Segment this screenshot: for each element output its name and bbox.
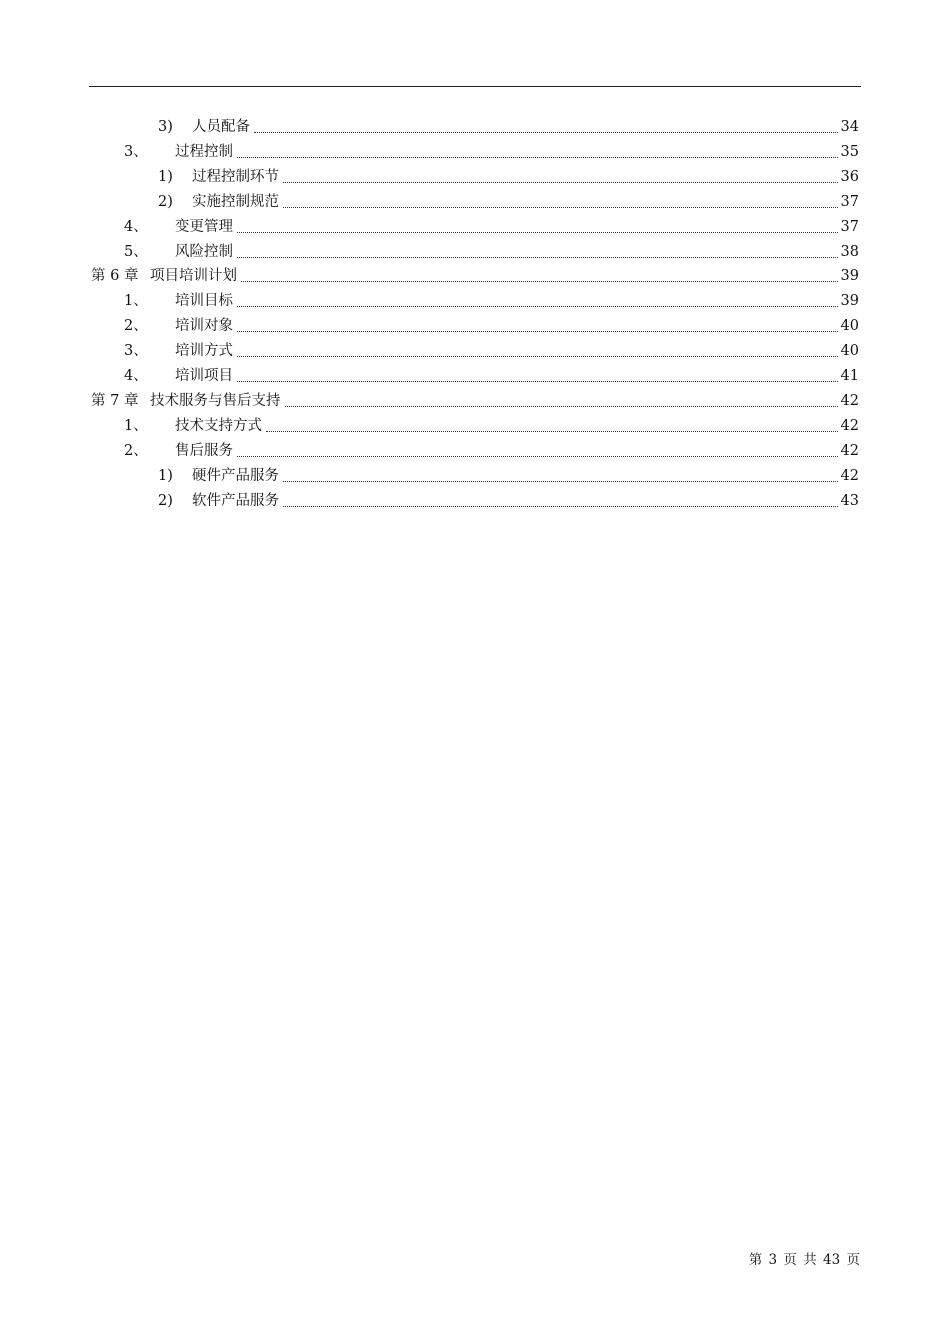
header-rule	[89, 86, 861, 87]
toc-entry[interactable]	[124, 240, 859, 265]
toc-entry-number: 3、	[124, 143, 148, 160]
toc-entry-title[interactable]: 硬件产品服务	[192, 467, 279, 484]
toc-entry-number: 5、	[124, 243, 148, 260]
toc-entry[interactable]	[124, 140, 859, 165]
toc-entry-title[interactable]: 变更管理	[175, 218, 233, 235]
toc-entry[interactable]	[91, 389, 859, 414]
toc-entry-page-number[interactable]: 38	[840, 243, 859, 260]
toc-entry-page-number[interactable]: 39	[840, 268, 859, 285]
toc-entry[interactable]	[158, 190, 859, 215]
toc-entry-page-number[interactable]: 40	[840, 343, 859, 360]
toc-entry-number: 1)	[158, 467, 173, 484]
toc-entry-page-number[interactable]: 35	[840, 143, 859, 160]
toc-entry[interactable]	[124, 364, 859, 389]
toc-dot-leader	[266, 430, 838, 432]
toc-entry-page-number[interactable]: 42	[840, 392, 859, 409]
toc-entry[interactable]	[124, 339, 859, 364]
toc-entry-title[interactable]: 人员配备	[192, 119, 250, 135]
toc-entry-title[interactable]: 风险控制	[175, 243, 233, 260]
toc-entry[interactable]	[124, 289, 859, 314]
toc-entry[interactable]	[158, 464, 859, 489]
toc-entry-number: 1、	[124, 417, 148, 434]
toc-entry-number: 2)	[158, 492, 173, 509]
toc-dot-leader	[237, 355, 838, 357]
toc-entry-title[interactable]: 培训对象	[175, 318, 233, 335]
toc-entry-title[interactable]: 软件产品服务	[192, 492, 279, 509]
toc-entry-page-number[interactable]: 42	[840, 417, 859, 434]
toc-entry-title[interactable]: 培训方式	[175, 343, 233, 360]
toc-entry-page-number[interactable]: 37	[840, 193, 859, 210]
toc-entry[interactable]	[91, 264, 859, 289]
toc-entry-title[interactable]: 过程控制	[175, 143, 233, 160]
toc-entry-number: 4、	[124, 218, 148, 235]
toc-entry-page-number[interactable]: 43	[840, 492, 859, 509]
toc-entry-number: 第 6 章	[91, 268, 139, 285]
toc-entry-page-number[interactable]: 37	[840, 218, 859, 235]
toc-entry-title[interactable]: 技术支持方式	[175, 417, 262, 434]
toc-entry-title[interactable]: 技术服务与售后支持	[150, 392, 281, 409]
toc-dot-leader	[254, 131, 838, 133]
toc-entry-number: 2、	[124, 442, 148, 459]
toc-dot-leader	[285, 405, 838, 407]
toc-entry-title[interactable]: 过程控制环节	[192, 168, 279, 185]
toc-entry-page-number[interactable]: 39	[840, 293, 859, 310]
toc-entry-number: 第 7 章	[91, 392, 139, 409]
toc-entry-title[interactable]: 售后服务	[175, 442, 233, 459]
toc-entry-title[interactable]: 培训目标	[175, 293, 233, 310]
toc-entry-number: 2)	[158, 193, 173, 210]
toc-entry-number: 1)	[158, 168, 173, 185]
toc-dot-leader	[237, 231, 838, 233]
toc-entry-page-number[interactable]: 42	[840, 442, 859, 459]
toc-entry[interactable]	[124, 439, 859, 464]
toc-entry-page-number[interactable]: 42	[840, 467, 859, 484]
toc-entry[interactable]	[124, 215, 859, 240]
toc-entry-page-number[interactable]: 40	[840, 318, 859, 335]
toc-dot-leader	[283, 181, 838, 183]
toc-entry[interactable]	[158, 489, 859, 514]
toc-entry-number: 4、	[124, 368, 148, 384]
toc-entry-page-number[interactable]: 36	[840, 168, 859, 185]
toc-entry-title[interactable]: 项目培训计划	[150, 268, 237, 285]
toc-entry[interactable]	[124, 314, 859, 339]
toc-dot-leader	[237, 330, 838, 332]
toc-entry-number: 2、	[124, 318, 148, 335]
toc-dot-leader	[237, 455, 838, 457]
toc-dot-leader	[241, 280, 838, 282]
toc-entry-number: 3)	[158, 119, 173, 135]
page-footer: 第 3 页 共 43 页	[748, 1252, 860, 1268]
toc-entry-page-number[interactable]: 34	[840, 119, 859, 135]
toc-entry[interactable]	[158, 115, 859, 140]
toc-entry-number: 1、	[124, 293, 148, 310]
toc-dot-leader	[237, 156, 838, 158]
toc-entry[interactable]	[124, 414, 859, 439]
toc-dot-leader	[237, 256, 838, 258]
toc-dot-leader	[283, 505, 838, 507]
toc-entry-title[interactable]: 培训项目	[175, 368, 233, 384]
toc-dot-leader	[283, 480, 838, 482]
toc-dot-leader	[283, 206, 838, 208]
toc-dot-leader	[237, 380, 838, 382]
toc-entry[interactable]	[158, 165, 859, 190]
toc-dot-leader	[237, 305, 838, 307]
toc-entry-number: 3、	[124, 343, 148, 360]
toc-entry-title[interactable]: 实施控制规范	[192, 193, 279, 210]
toc-entry-page-number[interactable]: 41	[840, 368, 859, 384]
